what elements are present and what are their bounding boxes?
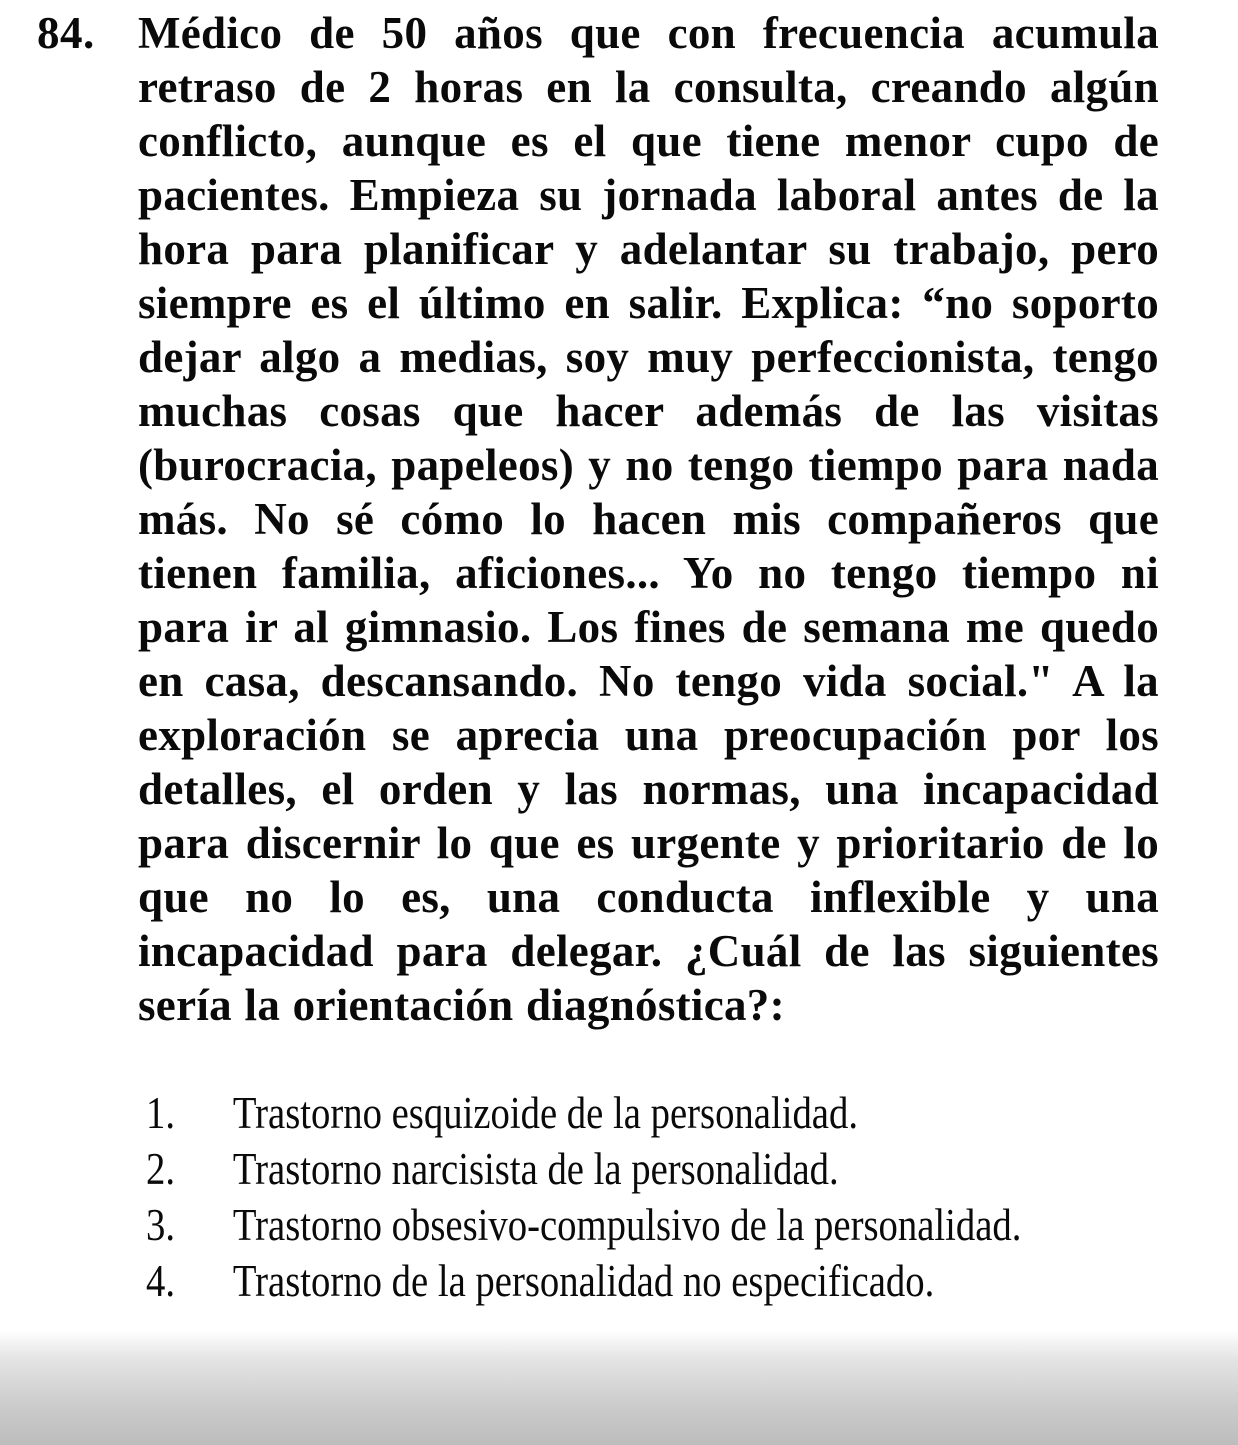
answer-option-1[interactable] bbox=[146, 1085, 1159, 1141]
option-text: Trastorno obsesivo-compulsivo de la personalidad. bbox=[232, 1200, 1022, 1250]
answer-option-3[interactable] bbox=[146, 1197, 1159, 1253]
option-number: 1. bbox=[146, 1088, 176, 1138]
option-text: Trastorno narcisista de la personalidad. bbox=[232, 1144, 839, 1194]
answer-option-2[interactable] bbox=[146, 1141, 1159, 1197]
option-text: Trastorno de la personalidad no especificado. bbox=[232, 1256, 935, 1306]
question-number: 84. bbox=[37, 8, 95, 58]
answer-option-4[interactable] bbox=[146, 1253, 1159, 1309]
question-stem: Médico de 50 años que con frecuencia acumula retraso de 2 horas en la consulta, creando algún conflicto, aunque es el que tiene menor cupo de pacientes. Empieza su jornada laboral antes de la hora para planificar y adelantar su trabajo, pero siempre es el último en salir. Explica: “no soporto dejar algo a medias, soy muy perfeccionista, tengo muchas cosas que hacer además de las visitas (burocracia, papeleos) y no tengo tiempo para nada más. No sé cómo lo hacen mis compañeros que tienen familia, aficiones... Yo no tengo tiempo ni para ir al gimnasio. Los fines de semana me quedo en casa, descansando. No tengo vida social." A la exploración se aprecia una preocupación por los detalles, el orden y las normas, una incapacidad para discernir lo que es urgente y prioritario de lo que no lo es, una conducta inflexible y una incapacidad para delegar. ¿Cuál de las siguientes sería la orientación diagnóstica?: bbox=[138, 8, 1159, 1030]
option-text: Trastorno esquizoide de la personalidad. bbox=[232, 1088, 859, 1138]
option-number: 3. bbox=[146, 1200, 176, 1250]
answer-options bbox=[146, 1085, 1159, 1309]
option-number: 2. bbox=[146, 1144, 176, 1194]
bottom-shadow bbox=[0, 1330, 1238, 1445]
option-number: 4. bbox=[146, 1256, 176, 1306]
